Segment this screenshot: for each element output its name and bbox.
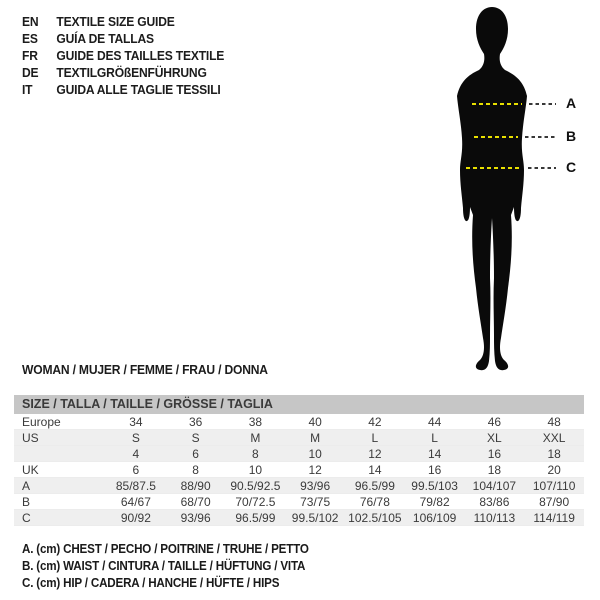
size-cell: 110/113 bbox=[465, 510, 525, 526]
size-cell: 12 bbox=[285, 462, 345, 478]
waist-label: B bbox=[565, 128, 577, 144]
hip-label: C bbox=[565, 159, 577, 175]
size-cell: 106/109 bbox=[405, 510, 465, 526]
row-label: C bbox=[14, 510, 106, 526]
size-cell: 96.5/99 bbox=[345, 478, 405, 494]
size-cell: 46 bbox=[465, 414, 525, 430]
size-cell: 76/78 bbox=[345, 494, 405, 510]
table-row bbox=[14, 494, 584, 510]
size-table-grid bbox=[14, 414, 584, 526]
size-cell: 87/90 bbox=[524, 494, 584, 510]
table-row bbox=[14, 446, 584, 462]
size-cell: 10 bbox=[226, 462, 286, 478]
size-cell: L bbox=[405, 430, 465, 446]
size-cell: 99.5/103 bbox=[405, 478, 465, 494]
size-cell: 16 bbox=[405, 462, 465, 478]
row-label: Europe bbox=[14, 414, 106, 430]
measurement-figure bbox=[430, 2, 600, 382]
size-cell: 6 bbox=[106, 462, 166, 478]
size-cell: 16 bbox=[465, 446, 525, 462]
size-cell: 40 bbox=[285, 414, 345, 430]
row-label bbox=[14, 446, 106, 462]
size-cell: 90/92 bbox=[106, 510, 166, 526]
size-cell: 85/87.5 bbox=[106, 478, 166, 494]
language-row bbox=[22, 64, 224, 81]
language-row bbox=[22, 30, 224, 47]
size-cell: 42 bbox=[345, 414, 405, 430]
table-row bbox=[14, 510, 584, 526]
language-title-list bbox=[22, 13, 239, 98]
size-cell: 104/107 bbox=[465, 478, 525, 494]
language-code: IT bbox=[22, 82, 33, 97]
language-code: FR bbox=[22, 48, 38, 63]
measurement-legend bbox=[22, 541, 330, 592]
size-cell: 102.5/105 bbox=[345, 510, 405, 526]
language-row bbox=[22, 81, 224, 98]
size-cell: XL bbox=[465, 430, 525, 446]
guide-title: GUIDE DES TAILLES TEXTILE bbox=[56, 48, 225, 63]
table-row bbox=[14, 462, 584, 478]
size-cell: XXL bbox=[524, 430, 584, 446]
size-cell: M bbox=[285, 430, 345, 446]
table-group-title: WOMAN / MUJER / FEMME / FRAU / DONNA bbox=[22, 362, 268, 377]
row-label: A bbox=[14, 478, 106, 494]
size-cell: 88/90 bbox=[166, 478, 226, 494]
size-cell: 8 bbox=[226, 446, 286, 462]
size-cell: 8 bbox=[166, 462, 226, 478]
size-cell: 4 bbox=[106, 446, 166, 462]
size-cell: 38 bbox=[226, 414, 286, 430]
size-cell: 34 bbox=[106, 414, 166, 430]
size-cell: 107/110 bbox=[524, 478, 584, 494]
size-cell: 10 bbox=[285, 446, 345, 462]
size-cell: 64/67 bbox=[106, 494, 166, 510]
table-row bbox=[14, 478, 584, 494]
guide-title: TEXTILE SIZE GUIDE bbox=[56, 14, 175, 29]
row-label: B bbox=[14, 494, 106, 510]
row-label: UK bbox=[14, 462, 106, 478]
size-table-header: SIZE / TALLA / TAILLE / GRÖSSE / TAGLIA bbox=[14, 395, 584, 414]
size-cell: 48 bbox=[524, 414, 584, 430]
size-table bbox=[14, 395, 584, 526]
language-row bbox=[22, 47, 224, 64]
size-cell: 114/119 bbox=[524, 510, 584, 526]
size-cell: 6 bbox=[166, 446, 226, 462]
size-cell: 96.5/99 bbox=[226, 510, 286, 526]
size-cell: 70/72.5 bbox=[226, 494, 286, 510]
chest-label: A bbox=[565, 95, 577, 111]
size-cell: 14 bbox=[405, 446, 465, 462]
language-row bbox=[22, 13, 224, 30]
legend-line-hip: C. (cm) HIP / CADERA / HANCHE / HÜFTE / HIPS bbox=[22, 576, 280, 590]
language-code: DE bbox=[22, 65, 39, 80]
guide-title: GUIDA ALLE TAGLIE TESSILI bbox=[56, 82, 221, 97]
size-cell: 18 bbox=[465, 462, 525, 478]
row-label: US bbox=[14, 430, 106, 446]
size-cell: S bbox=[166, 430, 226, 446]
size-cell: 93/96 bbox=[166, 510, 226, 526]
size-cell: 18 bbox=[524, 446, 584, 462]
size-cell: 14 bbox=[345, 462, 405, 478]
size-cell: 93/96 bbox=[285, 478, 345, 494]
size-cell: 83/86 bbox=[465, 494, 525, 510]
language-code: ES bbox=[22, 31, 38, 46]
size-cell: M bbox=[226, 430, 286, 446]
guide-title: TEXTILGRÖßENFÜHRUNG bbox=[56, 65, 207, 80]
size-cell: S bbox=[106, 430, 166, 446]
size-cell: L bbox=[345, 430, 405, 446]
table-row bbox=[14, 430, 584, 446]
language-code: EN bbox=[22, 14, 39, 29]
guide-title: GUÍA DE TALLAS bbox=[56, 31, 154, 46]
legend-line-waist: B. (cm) WAIST / CINTURA / TAILLE / HÜFTUNG / VITA bbox=[22, 559, 306, 573]
size-cell: 79/82 bbox=[405, 494, 465, 510]
size-cell: 68/70 bbox=[166, 494, 226, 510]
size-cell: 36 bbox=[166, 414, 226, 430]
size-cell: 20 bbox=[524, 462, 584, 478]
size-table-body bbox=[14, 414, 584, 526]
size-cell: 90.5/92.5 bbox=[226, 478, 286, 494]
size-cell: 99.5/102 bbox=[285, 510, 345, 526]
size-cell: 73/75 bbox=[285, 494, 345, 510]
legend-line-chest: A. (cm) CHEST / PECHO / POITRINE / TRUHE / PETTO bbox=[22, 542, 309, 556]
size-cell: 44 bbox=[405, 414, 465, 430]
size-cell: 12 bbox=[345, 446, 405, 462]
table-row bbox=[14, 414, 584, 430]
woman-silhouette-image bbox=[430, 2, 590, 382]
